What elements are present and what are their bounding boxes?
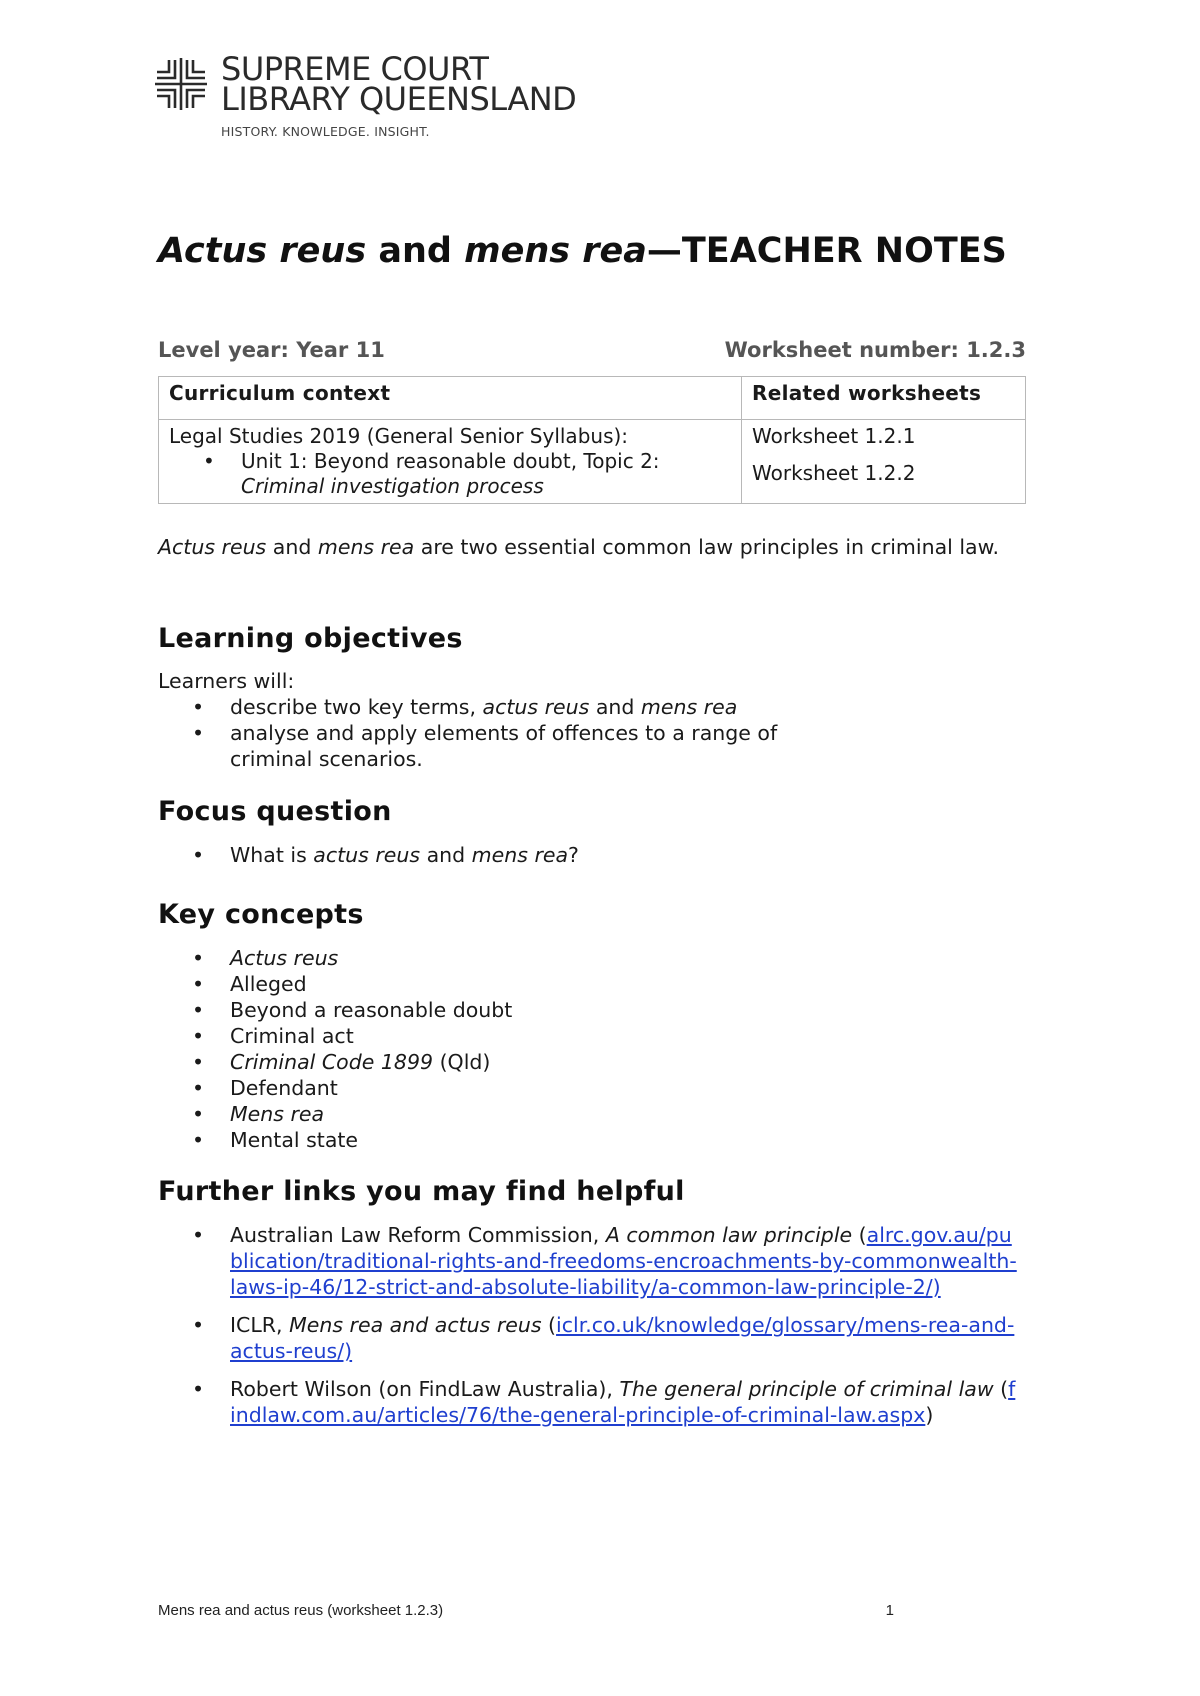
section-heading-key-concepts: Key concepts (158, 899, 364, 930)
page-footer (158, 1602, 894, 1619)
list-item: • analyse and apply elements of offences to a range of criminal scenarios. (158, 720, 1038, 772)
related-worksheets-cell (742, 420, 1026, 504)
list-item: • Alleged (158, 971, 1038, 997)
learners-lead: Learners will: (158, 669, 295, 693)
list-item: • ICLR, Mens rea and actus reus (iclr.co.uk/knowledge/glossary/mens-rea-and-actus-reus/) (158, 1312, 1038, 1364)
focus-question-list (158, 842, 1038, 868)
further-links-list (158, 1222, 1038, 1440)
list-item: • Unit 1: Beyond reasonable doubt, Topic 2: Criminal investigation process (241, 449, 731, 499)
footer-text: Mens rea and actus reus (worksheet 1.2.3) (158, 1602, 444, 1619)
level-year: Level year: Year 11 (158, 338, 385, 362)
worksheet-number: Worksheet number: 1.2.3 (724, 338, 1026, 362)
logo-text-line1: SUPREME COURT (221, 50, 489, 88)
list-item: • Robert Wilson (on FindLaw Australia), The general principle of criminal law (findlaw.com.au/articles/76/the-general-principle-of-criminal-law.aspx) (158, 1376, 1038, 1428)
list-item: • Criminal act (158, 1023, 1038, 1049)
list-item: • Defendant (158, 1075, 1038, 1101)
logo-text-line2: LIBRARY QUEENSLAND (221, 80, 577, 118)
meta-row (158, 338, 1026, 366)
table-header: Related worksheets (742, 377, 1026, 420)
library-logo (155, 52, 615, 142)
list-item: • Mens rea (158, 1101, 1038, 1127)
cross-logo-icon (155, 58, 207, 110)
list-item: • Actus reus (158, 945, 1038, 971)
section-heading-learning-objectives: Learning objectives (158, 623, 463, 654)
alrc-link[interactable]: alrc.gov.au/publication/traditional-rights-and-freedoms-encroachments-by-commonwealth-laws-ip-46/12-strict-and-absolute-liability/a-common-law-principle-2/) (230, 1223, 1017, 1299)
table-header: Curriculum context (159, 377, 742, 420)
list-item: • What is actus reus and mens rea? (158, 842, 1038, 868)
list-item: • Criminal Code 1899 (Qld) (158, 1049, 1038, 1075)
iclr-link[interactable]: iclr.co.uk/knowledge/glossary/mens-rea-and-actus-reus/) (230, 1313, 1015, 1363)
curriculum-context-cell (159, 420, 742, 504)
list-item: • Beyond a reasonable doubt (158, 997, 1038, 1023)
logo-tagline: HISTORY. KNOWLEDGE. INSIGHT. (221, 124, 430, 139)
related-worksheet: Worksheet 1.2.1 (752, 424, 916, 448)
list-item: • describe two key terms, actus reus and mens rea (158, 694, 1038, 720)
findlaw-link[interactable]: findlaw.com.au/articles/76/the-general-principle-of-criminal-law.aspx (230, 1377, 1016, 1427)
page-title: Actus reus and mens rea—TEACHER NOTES (158, 231, 1007, 271)
list-item: • Mental state (158, 1127, 1038, 1153)
context-line: Legal Studies 2019 (General Senior Syllabus): (169, 424, 629, 448)
curriculum-table (158, 376, 1026, 504)
key-concepts-list (158, 945, 1038, 1153)
intro-paragraph: Actus reus and mens rea are two essential common law principles in criminal law. (158, 535, 1000, 559)
section-heading-further-links: Further links you may find helpful (158, 1176, 685, 1207)
page-number: 1 (885, 1602, 894, 1619)
section-heading-focus-question: Focus question (158, 796, 392, 827)
list-item: • Australian Law Reform Commission, A common law principle (alrc.gov.au/publication/traditional-rights-and-freedoms-encroachments-by-commonwealth-laws-ip-46/12-strict-and-absolute-liability/a-common-law-principle-2/) (158, 1222, 1038, 1300)
learning-objectives-list (158, 694, 1038, 772)
related-worksheet: Worksheet 1.2.2 (752, 461, 916, 485)
